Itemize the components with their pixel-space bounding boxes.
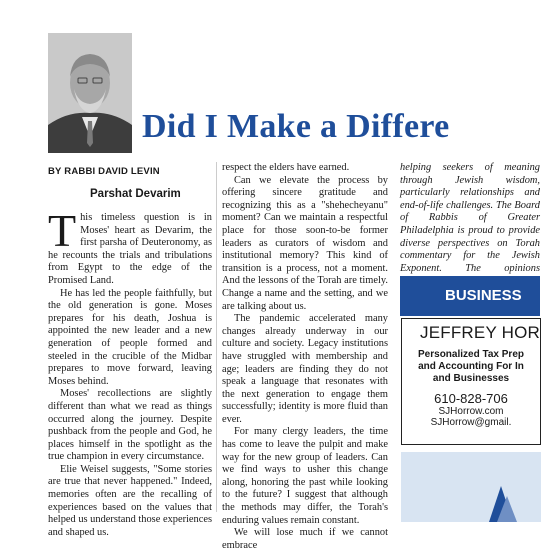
ad-phone[interactable]: 610-828-706	[434, 391, 508, 406]
paragraph-5: respect the elders have earned.	[222, 162, 350, 173]
ad-email[interactable]: SJHorrow@gmail.	[430, 417, 512, 428]
byline: BY RABBI DAVID LEVIN	[48, 166, 160, 177]
ad-website[interactable]: SJHorrow.com	[438, 406, 504, 417]
business-directory-banner: BUSINESS	[400, 276, 540, 316]
paragraph-2: He has led the people faithfully, but the old generation is gone. Moses prepares for his death, Joshua is appointed the new leader and a new generation of people formed and steeled in the crucible of the Midbar prepares to move forward, leaving Moses behind.	[48, 287, 212, 387]
paragraph-1: This timeless question is in Moses' heart as Devarim, the first parsha of Deuteronomy, as he recounts the trials and tribulations from Egypt to the edge of the Promised Land.	[48, 205, 212, 286]
article-title: Did I Make a Differe	[142, 108, 450, 145]
paragraph-7: The pandemic accelerated many changes already underway in our culture and society. Legacy institutions have struggled with membership and age; leaders are finding they do not speak a language that resonates with the next generation to engage them successfully; identity is more fluid than ever.	[222, 313, 388, 425]
paragraph-9: We will lose much if we cannot embrace	[222, 527, 388, 551]
paragraph-6: Can we elevate the process by offering sincere gratitude and recognizing this as a "shehecheyanu" moment? Can we maintain a respectful place for those soon-to-be former leaders as curators of wisdom and institutional memory? This kind of transition is a process, not a moment. And the lessons of the Torah are timely. Change a name and the setting, and we are talking about us.	[222, 174, 388, 312]
second-ad-graphic	[401, 452, 541, 522]
business-ad	[401, 318, 541, 445]
article-column-2	[222, 162, 388, 552]
author-photo	[48, 33, 132, 153]
ad-name: JEFFREY HOR	[420, 323, 540, 342]
ad-line-2: and Accounting For In	[418, 361, 524, 372]
drop-cap: T	[48, 205, 77, 256]
column-divider	[216, 162, 217, 512]
section-heading: Parshat Devarim	[90, 188, 181, 200]
paragraph-3: Moses' recollections are slightly different than what we read as things occurred along the journey. Despite pushback from the people and God, he places himself in the spotlight as the true champion in every circumstance.	[48, 388, 212, 463]
author-bio: helping seekers of meaning through Jewish wisdom, particularly relationships and end-of-life challenges. The Board of Rabbis of Greater Philadelphia is proud to provide diverse perspectives on Torah commentary for the Jewish Exponent. The opinions	[400, 162, 540, 274]
ad-line-1: Personalized Tax Prep	[418, 349, 524, 360]
paragraph-4: Elie Weisel suggests, "Some stories are true that never happened." Indeed, memories often are the recalling of experiences based on the values that helped us understand those experiences and shaped us.	[48, 463, 212, 538]
article-column-1	[48, 205, 212, 539]
ad-line-3: and Businesses	[432, 373, 510, 384]
paragraph-8: For many clergy leaders, the time has come to leave the pulpit and make way for the new group of leaders. Can we find ways to usher this change along, honoring the past while looking to the future? I suggest that although the methods may differ, the Torah's enduring values remain constant.	[222, 426, 388, 526]
